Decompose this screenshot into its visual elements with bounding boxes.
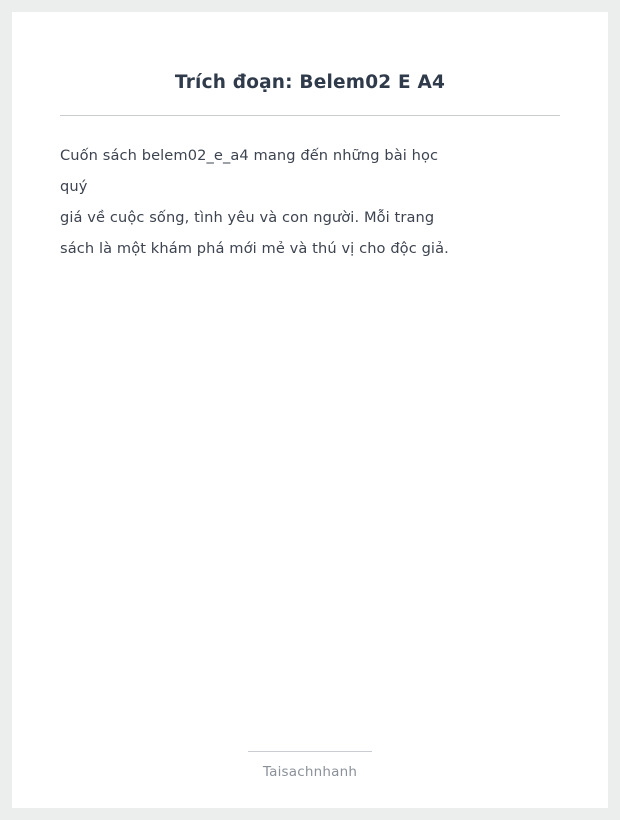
page-title: Trích đoạn: Belem02 E A4 [174,72,446,93]
footer-divider [248,751,372,752]
page-footer [12,751,608,780]
footer-label: Taisachnhanh [262,764,358,780]
document-page [12,12,608,808]
document-body-text: Cuốn sách belem02_e_a4 mang đến những bài học quý giá về cuộc sống, tình yêu và con người. Mỗi trang sách là một khám phá mới mẻ và thú vị cho độc giả. [60,147,449,257]
title-divider [60,115,560,116]
